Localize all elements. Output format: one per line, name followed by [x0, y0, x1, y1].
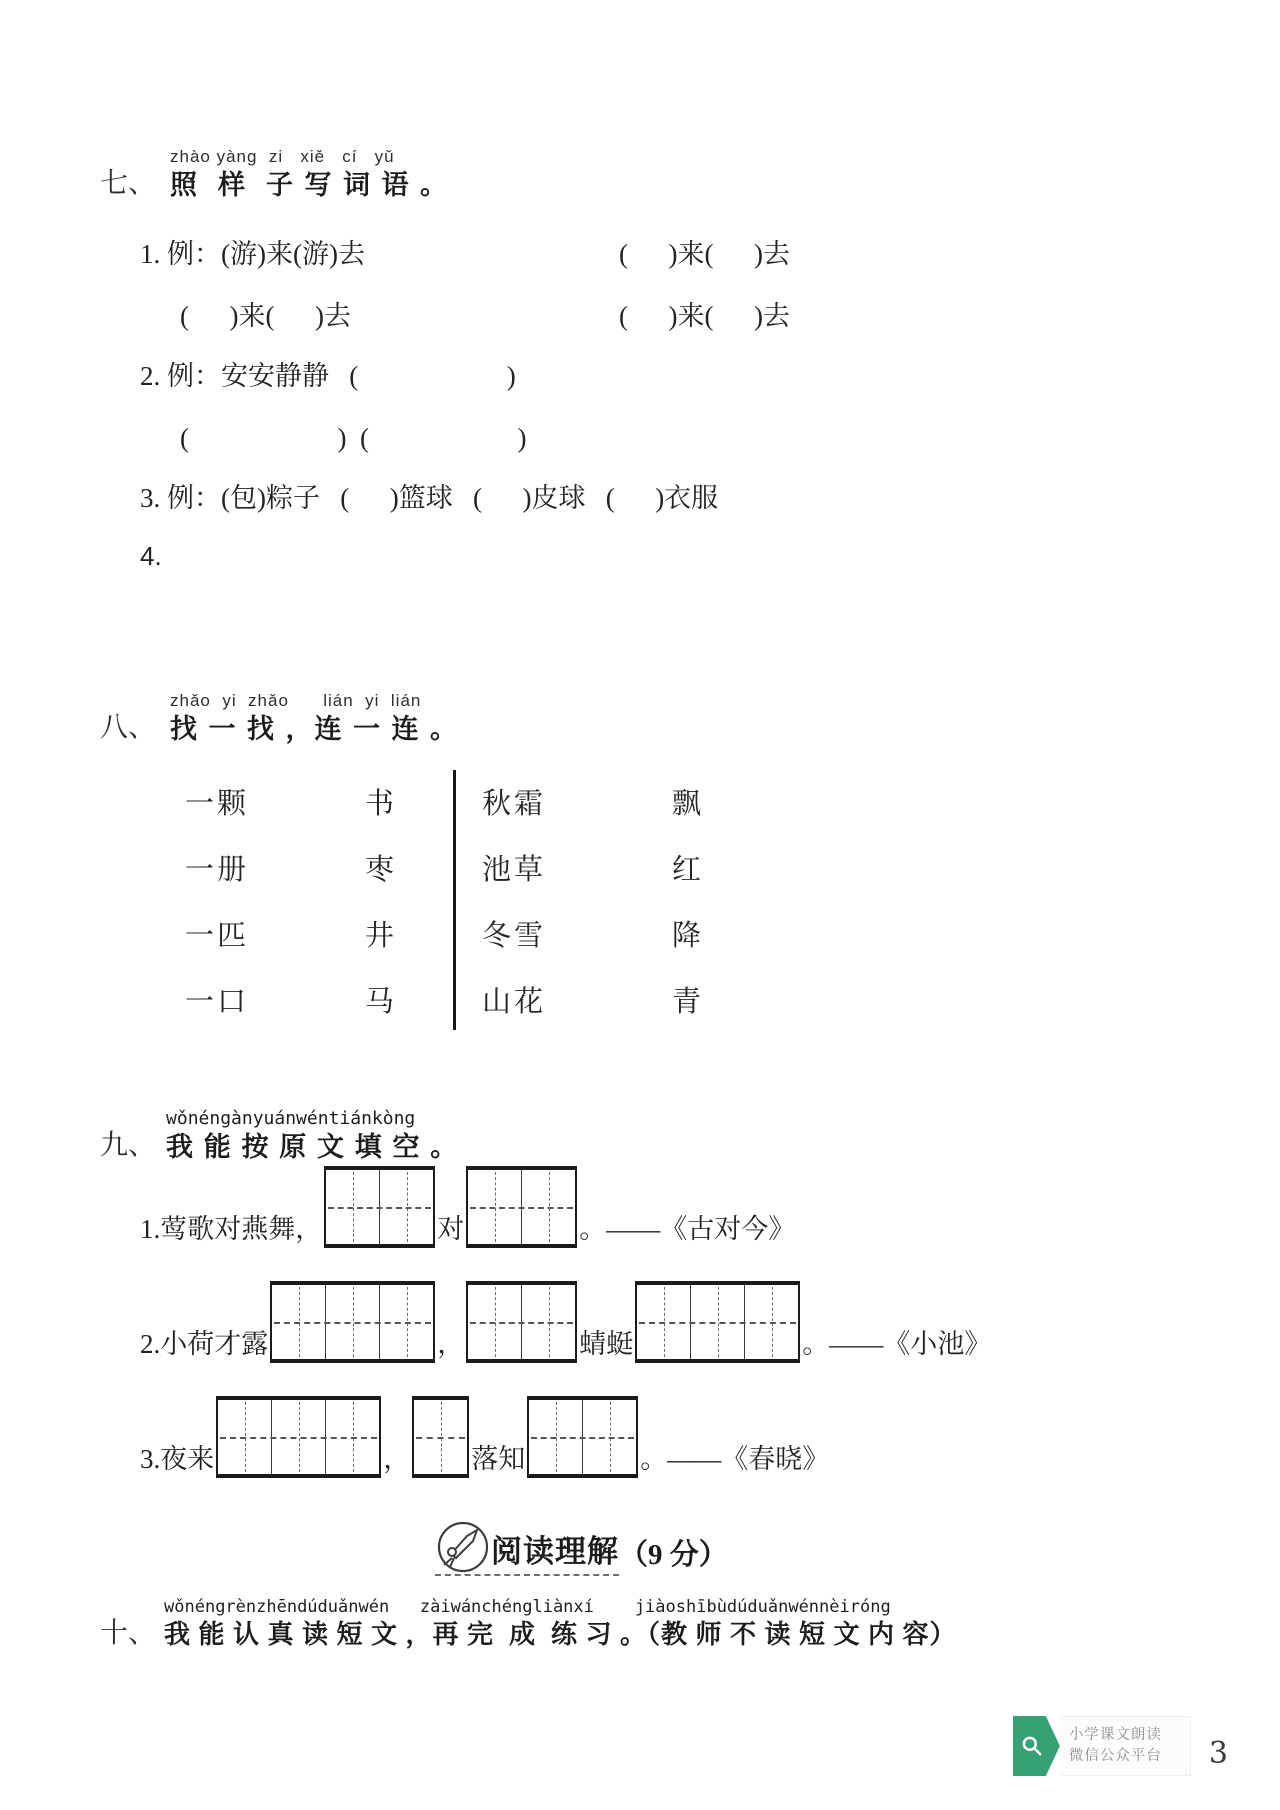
writing-grid-cell [468, 1285, 522, 1359]
sec7-item1-example: 1. 例：(游)来(游)去 [140, 239, 365, 269]
section-8-pinyin: zhǎo yi zhǎo lián yi lián [170, 691, 422, 710]
reading-section-title: 阅读理解 [491, 1534, 619, 1569]
match-verb-word: 青 [672, 985, 705, 1018]
writing-grid-cell [637, 1285, 691, 1359]
footer [1013, 1716, 1228, 1776]
fill-line3-source: 。——《春晓》 [640, 1444, 830, 1474]
writing-grid-cell [522, 1170, 575, 1244]
fill-blank-line-3 [140, 1396, 1200, 1478]
match-phrase-word: 秋霜 [482, 787, 547, 820]
fill-line1-mid: 对 [437, 1214, 465, 1244]
writing-grid-box [270, 1281, 435, 1363]
fill-line2-prefix: 2.小荷才露 [140, 1329, 269, 1359]
section-10 [100, 1596, 1200, 1652]
match-measure-word: 一匹 [185, 919, 250, 952]
section-7 [100, 146, 1200, 574]
megaphone-icon [435, 1520, 491, 1576]
fill-blank-line-1 [140, 1166, 1200, 1248]
section-9-number: 九、 [100, 1130, 157, 1161]
section-7-number: 七、 [100, 168, 157, 199]
sec7-item2-blanks: ( ) ( ) [180, 423, 527, 453]
match-phrase-word: 山花 [482, 985, 547, 1018]
match-verb-word: 红 [672, 853, 705, 886]
writing-grid-box [466, 1166, 577, 1248]
brand-line-1: 小学课文朗读 [1068, 1727, 1162, 1743]
writing-grid-cell [583, 1400, 636, 1474]
match-measure-word: 一口 [185, 985, 250, 1018]
sec7-item-2 [140, 358, 1200, 394]
section-9-pinyin: wǒnéngànyuánwéntiánkòng [166, 1108, 416, 1129]
writing-grid-cell [326, 1285, 380, 1359]
writing-grid-cell [468, 1170, 522, 1244]
match-object-word: 马 [365, 985, 398, 1018]
writing-grid-cell [745, 1285, 798, 1359]
match-object-word: 井 [365, 919, 398, 952]
section-7-header [100, 146, 1200, 202]
match-phrase-word: 池草 [482, 853, 547, 886]
section-9 [100, 1108, 1200, 1478]
section-8 [100, 690, 1200, 1032]
writing-grid-box [216, 1396, 381, 1478]
writing-grid-box [527, 1396, 638, 1478]
writing-grid-cell [272, 1285, 326, 1359]
section-10-number: 十、 [100, 1618, 157, 1649]
match-verb-word: 飘 [672, 787, 705, 820]
writing-grid-cell [414, 1400, 467, 1474]
writing-grid-cell [522, 1285, 575, 1359]
reading-section-score: （9 分） [619, 1539, 728, 1571]
writing-grid-box [635, 1281, 800, 1363]
fill-line3-prefix: 3.夜来 [140, 1444, 215, 1474]
match-measure-word: 一颗 [185, 787, 250, 820]
section-10-title: 我 能 认 真 读 短 文 ，再 完 成 练 习 。（教 师 不 读 短 文 内 容） [164, 1620, 957, 1649]
sec7-blank-pair: ( )来( )去 [619, 239, 790, 269]
fill-line2-mid2: 蜻蜓 [579, 1329, 634, 1359]
sec7-item-1-row2 [180, 298, 790, 334]
writing-grid-cell [529, 1400, 583, 1474]
brand-line-2: 微信公众平台 [1068, 1748, 1162, 1764]
writing-grid-cell [218, 1400, 272, 1474]
sec7-item-4 [140, 538, 1200, 574]
writing-grid-box [324, 1166, 435, 1248]
match-verb-word: 降 [672, 919, 705, 952]
section-8-number: 八、 [100, 712, 157, 743]
matching-divider-line [453, 770, 456, 1030]
reading-header-underline [435, 1520, 619, 1576]
fill-line3-mid2: 落知 [471, 1444, 526, 1474]
page-number: 3 [1208, 1735, 1228, 1771]
matching-left-columns [185, 768, 425, 1032]
sec7-item2-example: 2. 例：安安静静 ( ) [140, 361, 516, 391]
fill-line2-source: 。——《小池》 [802, 1329, 992, 1359]
match-object-word: 枣 [365, 853, 398, 886]
section-9-header [100, 1108, 1200, 1164]
search-icon [1019, 1733, 1045, 1759]
writing-grid-cell [326, 1400, 379, 1474]
fill-line3-mid: ， [383, 1444, 411, 1474]
reading-section-header [435, 1520, 1200, 1576]
sec7-item-3 [140, 480, 1200, 516]
section-8-header [100, 690, 1200, 746]
section-8-title: 找 一 找 ，连 一 连 。 [170, 714, 460, 744]
writing-grid-box [466, 1281, 577, 1363]
matching-right-columns [482, 768, 732, 1032]
sec7-item3-example: 3. 例：(包)粽子 ( )篮球 ( )皮球 ( )衣服 [140, 483, 719, 513]
fill-line1-source: 。——《古对今》 [579, 1214, 796, 1244]
writing-grid-cell [272, 1400, 326, 1474]
section-7-pinyin: zhào yàng zi xiě cí yǔ [170, 147, 395, 166]
writing-grid-cell [326, 1170, 380, 1244]
sec7-item-2-row2 [180, 420, 1200, 456]
matching-table [185, 768, 1200, 1032]
sec7-blank-pair: ( )来( )去 [619, 301, 790, 331]
sec7-item4-number: 4. [140, 541, 162, 571]
match-object-word: 书 [365, 787, 398, 820]
sec7-blank-pair: ( )来( )去 [180, 301, 351, 331]
wechat-brand-badge [1013, 1716, 1191, 1776]
fill-line1-prefix: 1.莺歌对燕舞， [140, 1214, 323, 1244]
writing-grid-box [412, 1396, 469, 1478]
search-flag [1013, 1716, 1060, 1776]
match-measure-word: 一册 [185, 853, 250, 886]
sec7-item-1 [140, 236, 790, 272]
section-10-header [100, 1596, 1200, 1652]
section-9-title: 我 能 按 原 文 填 空 。 [166, 1132, 460, 1162]
writing-grid-cell [380, 1285, 433, 1359]
wechat-brand-text [1060, 1716, 1191, 1776]
fill-line2-mid: ， [437, 1329, 465, 1359]
fill-blank-line-2 [140, 1281, 1200, 1363]
match-phrase-word: 冬雪 [482, 919, 547, 952]
writing-grid-cell [691, 1285, 745, 1359]
section-10-pinyin: wǒnéngrènzhēndúduǎnwén zàiwánchéngliànxí jiàoshībùdúduǎnwénnèiróng [164, 1597, 891, 1617]
writing-grid-cell [380, 1170, 433, 1244]
section-7-title: 照 样 子 写 词 语 。 [170, 170, 450, 200]
